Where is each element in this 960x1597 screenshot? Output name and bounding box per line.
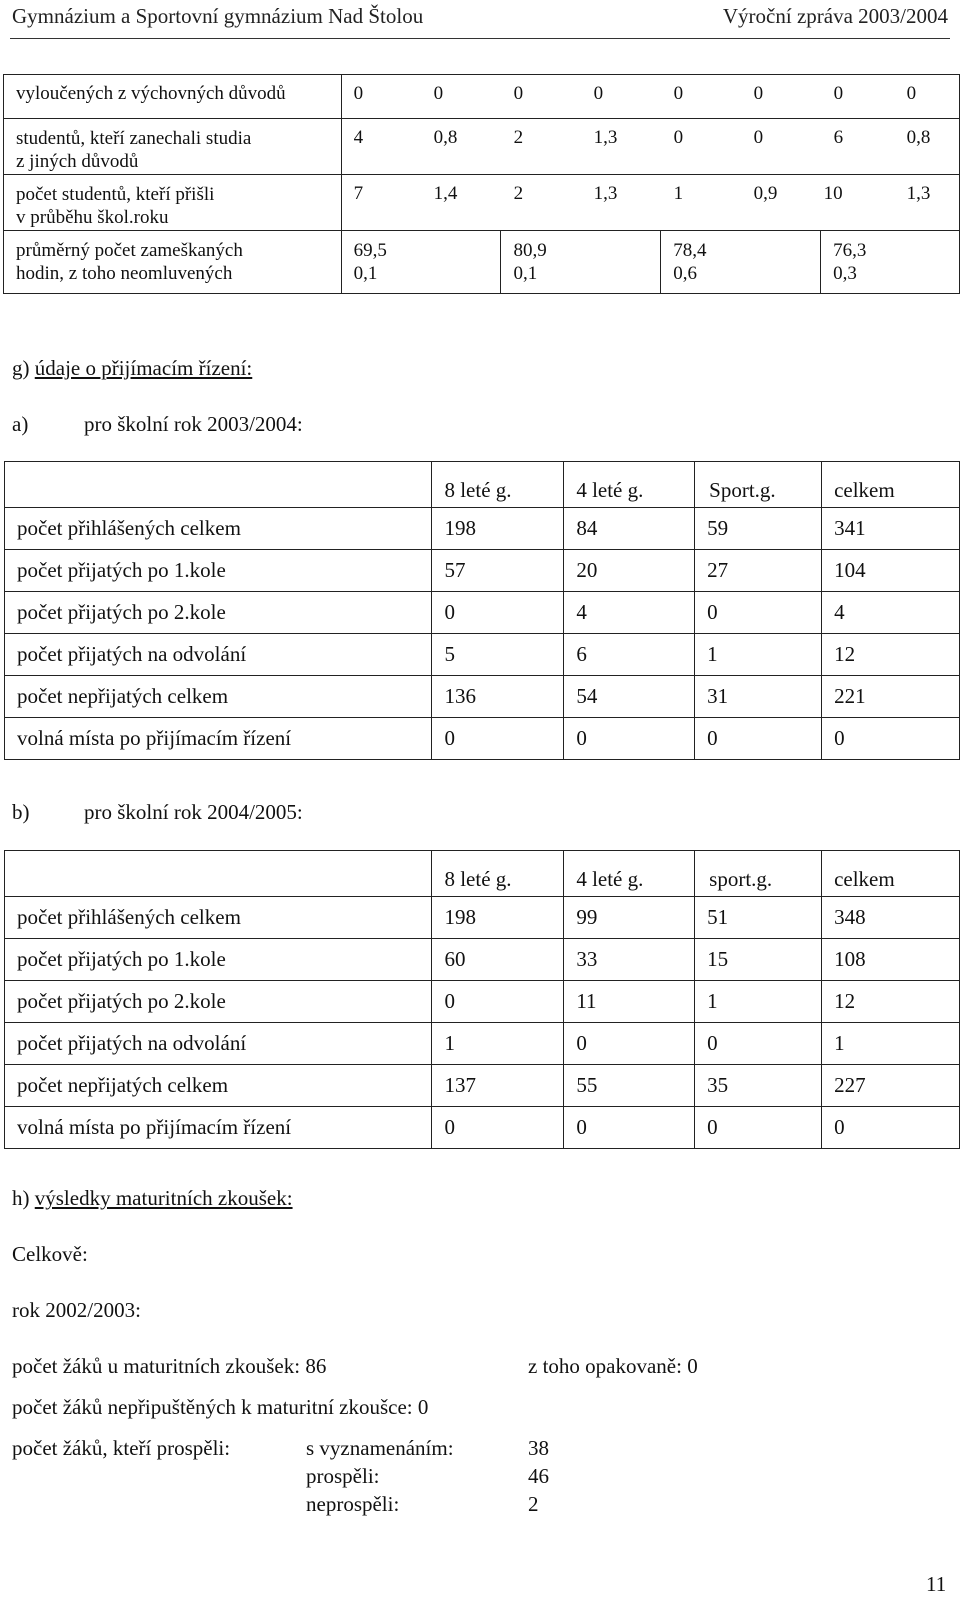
value-cell: 137 [432, 1065, 564, 1107]
column-header: 8 leté g. [432, 462, 564, 508]
value-cell: 0,9 [753, 183, 778, 204]
row-label [4, 175, 342, 231]
row-label-line: průměrný počet zameškaných [16, 240, 243, 261]
table-row [4, 75, 960, 119]
value-cell: 12 [822, 634, 960, 676]
header-divider [10, 38, 950, 39]
value-cell: 0 [833, 83, 844, 104]
value-cell: 136 [432, 676, 564, 718]
value-cell: 84 [564, 508, 695, 550]
value-cell: 4 [353, 127, 364, 148]
column-header: celkem [822, 851, 960, 897]
row-label [4, 231, 342, 294]
value-cell: 5 [432, 634, 564, 676]
result-label: s vyznamenáním: [306, 1436, 454, 1460]
page-header [12, 4, 948, 32]
row-values [341, 119, 959, 175]
avg-cell [341, 231, 501, 294]
value-cell: 0,8 [906, 127, 931, 148]
table-row [5, 676, 960, 718]
section-g-prefix: g) [12, 356, 30, 380]
row-label: vyloučených z výchovných důvodů [4, 75, 342, 119]
table-row [4, 119, 960, 175]
value-cell: 0 [593, 83, 604, 104]
row-label: volná místa po přijímacím řízení [5, 1107, 432, 1149]
admissions-table-2004 [4, 850, 960, 1149]
row-label: počet přihlášených celkem [5, 897, 432, 939]
table-row [5, 897, 960, 939]
value-cell: 0 [433, 83, 444, 104]
value-cell: 60 [432, 939, 564, 981]
value-cell: 1 [822, 1023, 960, 1065]
value-cell: 0 [513, 83, 524, 104]
value-cell: 1,4 [433, 183, 458, 204]
avg-value: 80,9 [513, 240, 547, 261]
value-cell: 6 [833, 127, 844, 148]
value-cell: 0 [906, 83, 917, 104]
value-cell: 0 [432, 592, 564, 634]
value-cell: 0 [432, 981, 564, 1023]
section-g-heading [12, 356, 252, 381]
header-empty [5, 462, 432, 508]
table-row [5, 508, 960, 550]
table-row [5, 550, 960, 592]
column-header: 4 leté g. [564, 851, 695, 897]
row-label: počet přijatých na odvolání [5, 1023, 432, 1065]
year-a-marker: a) [12, 412, 29, 436]
row-label: počet nepřijatých celkem [5, 1065, 432, 1107]
result-label: neprospěli: [306, 1492, 400, 1516]
value-cell: 0 [432, 1107, 564, 1149]
value-cell: 0 [432, 718, 564, 760]
year-a-label: pro školní rok 2003/2004: [84, 412, 303, 436]
page-number: 11 [926, 1572, 947, 1596]
value-cell: 1,3 [593, 183, 618, 204]
table-row [5, 592, 960, 634]
row-label-line: v průběhu škol.roku [16, 207, 169, 228]
value-cell: 1 [695, 634, 822, 676]
value-cell: 0 [673, 127, 684, 148]
value-cell: 59 [695, 508, 822, 550]
value-cell: 10 [823, 183, 843, 204]
row-label: počet přihlášených celkem [5, 508, 432, 550]
value-cell: 198 [432, 508, 564, 550]
year-b-marker: b) [12, 800, 30, 824]
exam-repeated: z toho opakovaně: 0 [528, 1354, 698, 1378]
value-cell: 341 [822, 508, 960, 550]
value-cell: 198 [432, 897, 564, 939]
row-label-line: studentů, kteří zanechali studia [16, 128, 252, 149]
value-cell: 0 [695, 1107, 822, 1149]
value-cell: 221 [822, 676, 960, 718]
value-cell: 7 [353, 183, 364, 204]
result-value: 38 [528, 1436, 549, 1460]
avg-unexcused: 0,1 [353, 263, 378, 284]
value-cell: 1,3 [593, 127, 618, 148]
avg-value: 76,3 [833, 240, 867, 261]
section-h-title: výsledky maturitních zkoušek: [34, 1186, 293, 1210]
exam-pupils-count: počet žáků u maturitních zkoušek: 86 [12, 1354, 327, 1378]
column-header: sport.g. [695, 851, 822, 897]
row-label: počet přijatých po 1.kole [5, 939, 432, 981]
avg-cell [661, 231, 821, 294]
avg-cell [501, 231, 661, 294]
value-cell: 1 [432, 1023, 564, 1065]
value-cell: 11 [564, 981, 695, 1023]
exam-not-admitted: počet žáků nepřipuštěných k maturitní zkoušce: 0 [12, 1395, 429, 1419]
row-label: počet přijatých na odvolání [5, 634, 432, 676]
section-h-prefix: h) [12, 1186, 30, 1210]
value-cell: 2 [513, 127, 524, 148]
value-cell: 31 [695, 676, 822, 718]
header-school-name: Gymnázium a Sportovní gymnázium Nad Štolou [12, 4, 424, 28]
value-cell: 227 [822, 1065, 960, 1107]
avg-unexcused: 0,6 [673, 263, 698, 284]
exam-passed-label: počet žáků, kteří prospěli: [12, 1436, 231, 1460]
value-cell: 0 [695, 592, 822, 634]
value-cell: 4 [822, 592, 960, 634]
table-row [5, 1023, 960, 1065]
overall-label: Celkově: [12, 1242, 88, 1266]
value-cell: 1 [695, 981, 822, 1023]
row-label: počet nepřijatých celkem [5, 676, 432, 718]
avg-unexcused: 0,1 [513, 263, 538, 284]
header-report-title: Výroční zpráva 2003/2004 [722, 4, 948, 28]
value-cell: 2 [513, 183, 524, 204]
value-cell: 12 [822, 981, 960, 1023]
table-row [5, 1065, 960, 1107]
value-cell: 0 [564, 718, 695, 760]
value-cell: 35 [695, 1065, 822, 1107]
row-label-line: z jiných důvodů [16, 151, 139, 172]
row-label: volná místa po přijímacím řízení [5, 718, 432, 760]
row-values [341, 175, 959, 231]
column-header: celkem [822, 462, 960, 508]
value-cell: 104 [822, 550, 960, 592]
value-cell: 15 [695, 939, 822, 981]
table-row [5, 718, 960, 760]
row-values [341, 75, 959, 119]
table-row [5, 939, 960, 981]
value-cell: 108 [822, 939, 960, 981]
value-cell: 0 [695, 1023, 822, 1065]
table-row [5, 1107, 960, 1149]
value-cell: 4 [564, 592, 695, 634]
value-cell: 6 [564, 634, 695, 676]
value-cell: 20 [564, 550, 695, 592]
result-value: 46 [528, 1464, 549, 1488]
avg-value: 78,4 [673, 240, 707, 261]
avg-cell [821, 231, 960, 294]
row-label [4, 119, 342, 175]
section-g-title: údaje o přijímacím řízení: [34, 356, 253, 380]
section-h-heading [12, 1186, 293, 1211]
value-cell: 0 [822, 1107, 960, 1149]
value-cell: 55 [564, 1065, 695, 1107]
admissions-table-2003 [4, 461, 960, 760]
value-cell: 0 [695, 718, 822, 760]
value-cell: 33 [564, 939, 695, 981]
year-label: rok 2002/2003: [12, 1298, 141, 1322]
value-cell: 0 [353, 83, 364, 104]
value-cell: 1,3 [906, 183, 931, 204]
table-header-row [5, 462, 960, 508]
value-cell: 0 [753, 83, 764, 104]
column-header: Sport.g. [695, 462, 822, 508]
year-b-label: pro školní rok 2004/2005: [84, 800, 303, 824]
table-row [4, 231, 960, 294]
value-cell: 0 [673, 83, 684, 104]
value-cell: 0 [822, 718, 960, 760]
table-row [5, 634, 960, 676]
table-header-row [5, 851, 960, 897]
table-row [4, 175, 960, 231]
value-cell: 0 [753, 127, 764, 148]
row-label: počet přijatých po 1.kole [5, 550, 432, 592]
value-cell: 0 [564, 1107, 695, 1149]
header-empty [5, 851, 432, 897]
row-label-line: počet studentů, kteří přišli [16, 184, 215, 205]
value-cell: 54 [564, 676, 695, 718]
table-row [5, 981, 960, 1023]
row-label: počet přijatých po 2.kole [5, 981, 432, 1023]
column-header: 4 leté g. [564, 462, 695, 508]
value-cell: 27 [695, 550, 822, 592]
row-label-line: hodin, z toho neomluvených [16, 263, 233, 284]
value-cell: 0 [564, 1023, 695, 1065]
student-stats-table [3, 74, 960, 294]
column-header: 8 leté g. [432, 851, 564, 897]
avg-value: 69,5 [353, 240, 387, 261]
value-cell: 1 [673, 183, 684, 204]
value-cell: 57 [432, 550, 564, 592]
value-cell: 0,8 [433, 127, 458, 148]
value-cell: 51 [695, 897, 822, 939]
value-cell: 99 [564, 897, 695, 939]
result-value: 2 [528, 1492, 539, 1516]
result-label: prospěli: [306, 1464, 380, 1488]
row-label: počet přijatých po 2.kole [5, 592, 432, 634]
value-cell: 348 [822, 897, 960, 939]
avg-unexcused: 0,3 [833, 263, 857, 284]
